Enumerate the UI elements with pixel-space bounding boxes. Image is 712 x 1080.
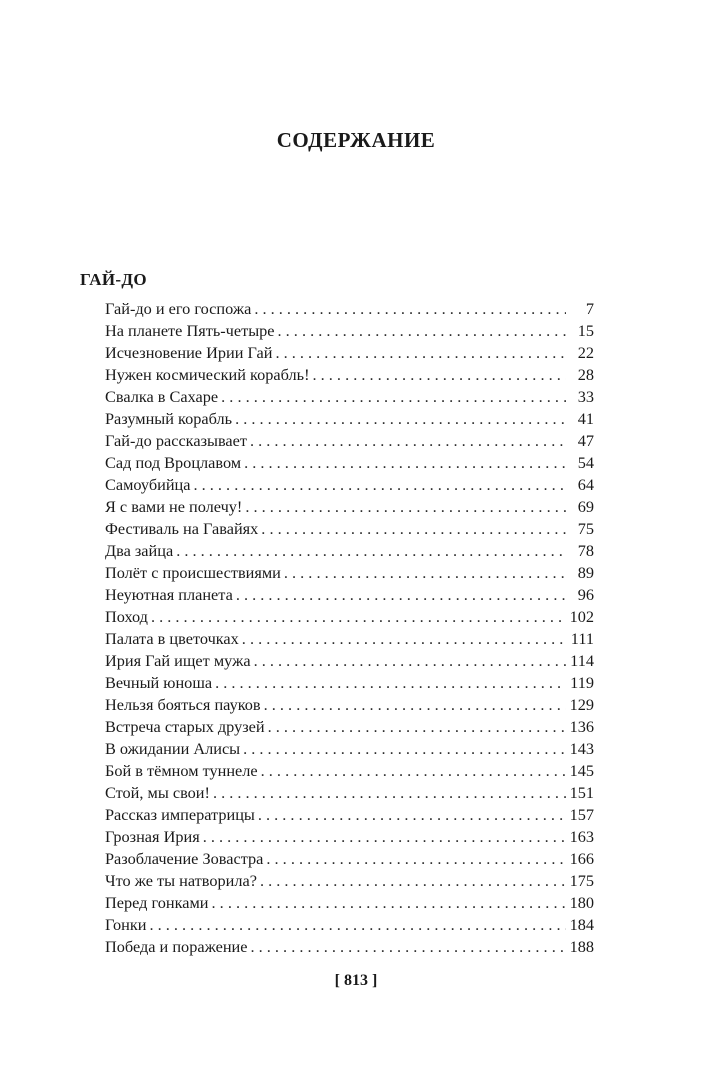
toc-entry-page: 129 [569,695,594,714]
toc-entry [105,738,594,760]
toc-leader-dots [236,584,566,606]
toc-entry-title: Самоубийца [105,475,191,494]
toc-entry-title: Я с вами не полечу! [105,497,243,516]
toc-entry-page: 151 [569,783,594,802]
toc-entry-title: Сад под Вроцлавом [105,453,242,472]
toc-entry-page: 78 [577,541,594,560]
toc-leader-dots [149,914,566,936]
toc-leader-dots [244,452,566,474]
toc-entry [105,870,594,892]
toc-entry-title: Что же ты натворила? [105,871,257,890]
page-heading: СОДЕРЖАНИЕ [276,128,436,152]
toc-leader-dots [260,870,566,892]
page-number: [ 813 ] [334,972,378,989]
toc-entry-page: 69 [577,497,594,516]
toc-entry-page: 166 [569,849,594,868]
toc-entry [105,342,594,364]
toc-entry [105,540,594,562]
toc-leader-dots [250,430,566,452]
toc-entry [105,760,594,782]
toc-entry [105,672,594,694]
toc-entry-page: 96 [577,585,594,604]
toc-entry-title: Фестиваль на Гавайях [105,519,259,538]
toc-leader-dots [221,386,566,408]
toc-leader-dots [258,804,566,826]
toc-entry-page: 75 [577,519,594,538]
toc-entry [105,694,594,716]
toc-entry [105,452,594,474]
toc-entry-title: Перед гонками [105,893,209,912]
toc-leader-dots [313,364,567,386]
toc-entry-page: 119 [570,673,594,692]
toc-entry-page: 111 [570,629,594,648]
toc-entry-title: Поход [105,607,148,626]
toc-entry-title: На планете Пять-четыре [105,321,275,340]
toc-entry [105,936,594,958]
toc-entry [105,804,594,826]
toc-entry-page: 28 [577,365,594,384]
toc-leader-dots [176,540,566,562]
toc-leader-dots [284,562,566,584]
toc-entry-title: Гай-до и его госпожа [105,299,252,318]
toc-entry [105,474,594,496]
toc-entry-title: Стой, мы свои! [105,783,210,802]
toc-entry-page: 41 [577,409,594,428]
toc-leader-dots [261,518,566,540]
toc-entry [105,606,594,628]
toc-entry-title: Свалка в Сахаре [105,387,219,406]
toc-entry [105,408,594,430]
toc-leader-dots [261,760,566,782]
toc-entry-page: 188 [569,937,594,956]
toc-leader-dots [212,892,566,914]
toc-entry-page: 54 [577,453,594,472]
toc-entry-page: 157 [569,805,594,824]
toc-entry [105,320,594,342]
toc-leader-dots [278,320,566,342]
toc-entry-page: 163 [569,827,594,846]
toc-entry-page: 102 [569,607,594,626]
toc-entry [105,826,594,848]
toc-leader-dots [264,694,566,716]
toc-entry-title: Два зайца [105,541,174,560]
toc-entry-title: Победа и поражение [105,937,248,956]
toc-entry-title: Ирия Гай ищет мужа [105,651,251,670]
toc-leader-dots [215,672,566,694]
section-title: ГАЙ-ДО [80,270,147,289]
toc-leader-dots [245,496,566,518]
toc-entry [105,782,594,804]
toc-entry-page: 15 [577,321,594,340]
toc-entry-page: 145 [569,761,594,780]
toc-entry [105,496,594,518]
toc-leader-dots [193,474,566,496]
toc-entry-title: Исчезновение Ирии Гай [105,343,273,362]
toc-entry-title: Рассказ императрицы [105,805,255,824]
table-of-contents [105,298,594,958]
toc-leader-dots [203,826,566,848]
toc-entry-title: Нужен космический корабль! [105,365,310,384]
toc-leader-dots [235,408,566,430]
toc-leader-dots [275,342,566,364]
toc-entry-title: Разумный корабль [105,409,233,428]
toc-entry-title: Нельзя бояться пауков [105,695,261,714]
toc-entry-title: Палата в цветочках [105,629,239,648]
toc-entry-page: 33 [577,387,594,406]
toc-entry [105,650,594,672]
toc-leader-dots [268,716,566,738]
toc-entry-page: 180 [569,893,594,912]
toc-entry-title: Гай-до рассказывает [105,431,247,450]
toc-entry-page: 114 [570,651,594,670]
toc-entry [105,584,594,606]
toc-entry [105,298,594,320]
toc-entry [105,430,594,452]
toc-entry-page: 7 [585,299,594,318]
toc-leader-dots [254,650,566,672]
toc-entry [105,892,594,914]
toc-entry-title: Гонки [105,915,147,934]
toc-entry [105,562,594,584]
toc-entry-page: 143 [569,739,594,758]
toc-entry-title: Полёт с происшествиями [105,563,281,582]
toc-entry [105,628,594,650]
toc-entry [105,914,594,936]
toc-entry-page: 64 [577,475,594,494]
toc-leader-dots [213,782,566,804]
toc-entry-page: 47 [577,431,594,450]
toc-entry [105,386,594,408]
toc-leader-dots [266,848,566,870]
toc-entry-page: 175 [569,871,594,890]
toc-leader-dots [243,738,566,760]
toc-entry-page: 136 [569,717,594,736]
toc-entry [105,518,594,540]
toc-entry-title: Бой в тёмном туннеле [105,761,258,780]
toc-leader-dots [151,606,566,628]
toc-entry-title: Грозная Ирия [105,827,200,846]
toc-entry [105,364,594,386]
toc-entry [105,716,594,738]
toc-entry-title: Встреча старых друзей [105,717,265,736]
toc-entry [105,848,594,870]
toc-entry-title: В ожидании Алисы [105,739,241,758]
toc-entry-page: 89 [577,563,594,582]
toc-entry-page: 184 [569,915,594,934]
toc-entry-title: Неуютная планета [105,585,233,604]
toc-leader-dots [242,628,566,650]
toc-entry-title: Разоблачение Зовастра [105,849,264,868]
toc-entry-title: Вечный юноша [105,673,213,692]
toc-leader-dots [250,936,566,958]
toc-entry-page: 22 [577,343,594,362]
toc-leader-dots [254,298,566,320]
